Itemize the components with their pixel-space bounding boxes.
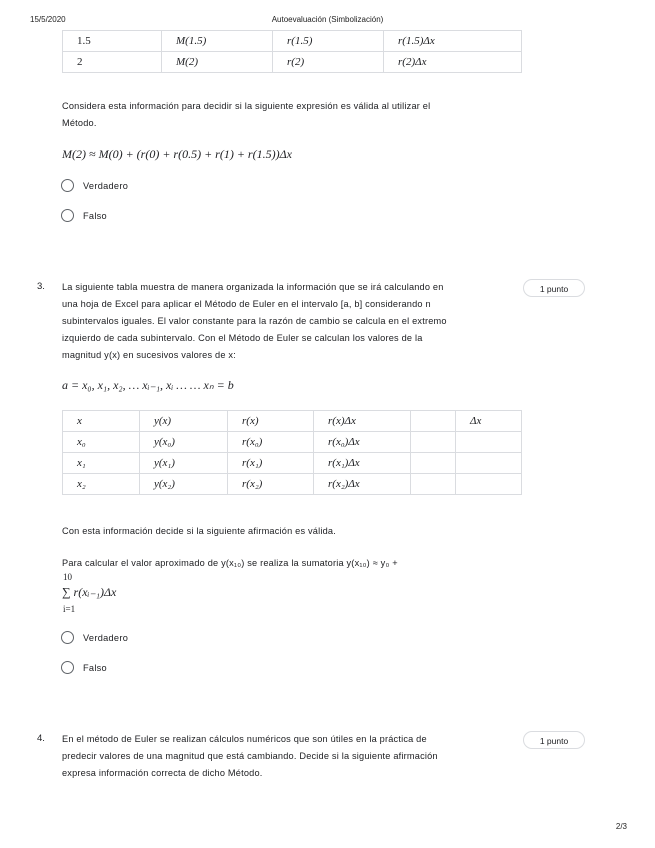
option-label: Verdadero: [83, 180, 129, 191]
table-row: [63, 432, 522, 453]
table-cell: r(x₂): [228, 474, 314, 495]
radio-button[interactable]: [61, 631, 74, 644]
table-cell: 1.5: [63, 31, 162, 52]
table-cell: x₁: [63, 453, 140, 474]
table-cell: [411, 432, 456, 453]
sum-body: ∑ r(xᵢ₋₁)Δx: [62, 585, 117, 599]
question-prompt: [62, 279, 520, 364]
expression: M(2) ≈ M(0) + (r(0) + r(0.5) + r(1) + r(1.5))Δx: [62, 147, 292, 161]
prompt-line: En el método de Euler se realizan cálculos numéricos que son útiles en la práctica de: [62, 734, 427, 744]
table-cell: r(x₂)Δx: [314, 474, 411, 495]
table-row: [63, 411, 522, 432]
sum-lower-limit: i=1: [63, 604, 76, 614]
page-title: Autoevaluación (Simbolización): [271, 15, 384, 24]
option-label: Verdadero: [83, 632, 129, 643]
table-cell: r(2): [273, 52, 384, 73]
table-cell: M(1.5): [162, 31, 273, 52]
prompt-line: expresa información correcta de dicho Método.: [62, 768, 263, 778]
instruction-text: Con esta información decide si la siguiente afirmación es válida.: [62, 526, 336, 536]
question-number: 3.: [37, 281, 45, 292]
radio-button[interactable]: [61, 179, 74, 192]
question-prompt: [62, 98, 430, 132]
values-table: [62, 30, 522, 73]
question-prompt: [62, 731, 520, 782]
table-row: [63, 31, 522, 52]
table-cell: r(x): [228, 411, 314, 432]
table-row: [63, 52, 522, 73]
points-badge: 1 punto: [523, 279, 585, 297]
prompt-line: magnitud y(x) en sucesivos valores de x:: [62, 350, 236, 360]
points-badge: 1 punto: [523, 731, 585, 749]
table-cell: y(x₁): [140, 453, 228, 474]
table-cell: 2: [63, 52, 162, 73]
option-falso[interactable]: [61, 661, 107, 674]
table-cell: y(x): [140, 411, 228, 432]
euler-table: [62, 410, 522, 495]
prompt-line: subintervalos iguales. El valor constante para la razón de cambio se calcula en el extremo: [62, 316, 447, 326]
table-cell: [456, 453, 522, 474]
prompt-line: una hoja de Excel para aplicar el Método de Euler en el intervalo [a, b] considerando n: [62, 299, 431, 309]
option-label: Falso: [83, 662, 107, 673]
table-cell: x₀: [63, 432, 140, 453]
option-verdadero[interactable]: [61, 179, 128, 192]
table-cell: [411, 411, 456, 432]
prompt-line: predecir valores de una magnitud que está cambiando. Decide si la siguiente afirmación: [62, 751, 438, 761]
table-row: [63, 453, 522, 474]
prompt-line: La siguiente tabla muestra de manera organizada la información que se irá calculando en: [62, 282, 444, 292]
table-cell: r(2)Δx: [384, 52, 522, 73]
option-falso[interactable]: [61, 209, 107, 222]
page-number: 2/3: [615, 822, 627, 831]
statement-text: Para calcular el valor aproximado de y(x₁₀) se realiza la sumatoria y(x₁₀) ≈ y₀ +: [62, 558, 398, 568]
table-cell: M(2): [162, 52, 273, 73]
table-cell: r(x₁)Δx: [314, 453, 411, 474]
sequence: a = x₀, x₁, x₂, … xᵢ₋₁, xᵢ … … xₙ = b: [62, 378, 234, 392]
table-cell: [456, 474, 522, 495]
option-label: Falso: [83, 210, 107, 221]
table-cell: r(x₀): [228, 432, 314, 453]
table-cell: r(x)Δx: [314, 411, 411, 432]
table-cell: x: [63, 411, 140, 432]
table-row: [63, 474, 522, 495]
table-cell: [411, 453, 456, 474]
table-cell: y(x₀): [140, 432, 228, 453]
table-cell: r(x₀)Δx: [314, 432, 411, 453]
question-number: 4.: [37, 733, 45, 744]
prompt-line: Considera esta información para decidir si la siguiente expresión es válida al utilizar el: [62, 101, 431, 111]
radio-button[interactable]: [61, 661, 74, 674]
table-cell: x₂: [63, 474, 140, 495]
table-cell: r(1.5): [273, 31, 384, 52]
print-date: 15/5/2020: [30, 15, 66, 24]
table-cell: [456, 432, 522, 453]
option-verdadero[interactable]: [61, 631, 128, 644]
table-cell: [411, 474, 456, 495]
table-cell: Δx: [456, 411, 522, 432]
table-cell: r(x₁): [228, 453, 314, 474]
sum-upper-limit: 10: [63, 572, 72, 582]
table-cell: r(1.5)Δx: [384, 31, 522, 52]
radio-button[interactable]: [61, 209, 74, 222]
prompt-line: izquierdo de cada subintervalo. Con el Método de Euler se calculan los valores de la: [62, 333, 423, 343]
prompt-line: Método.: [62, 118, 97, 128]
table-cell: y(x₂): [140, 474, 228, 495]
